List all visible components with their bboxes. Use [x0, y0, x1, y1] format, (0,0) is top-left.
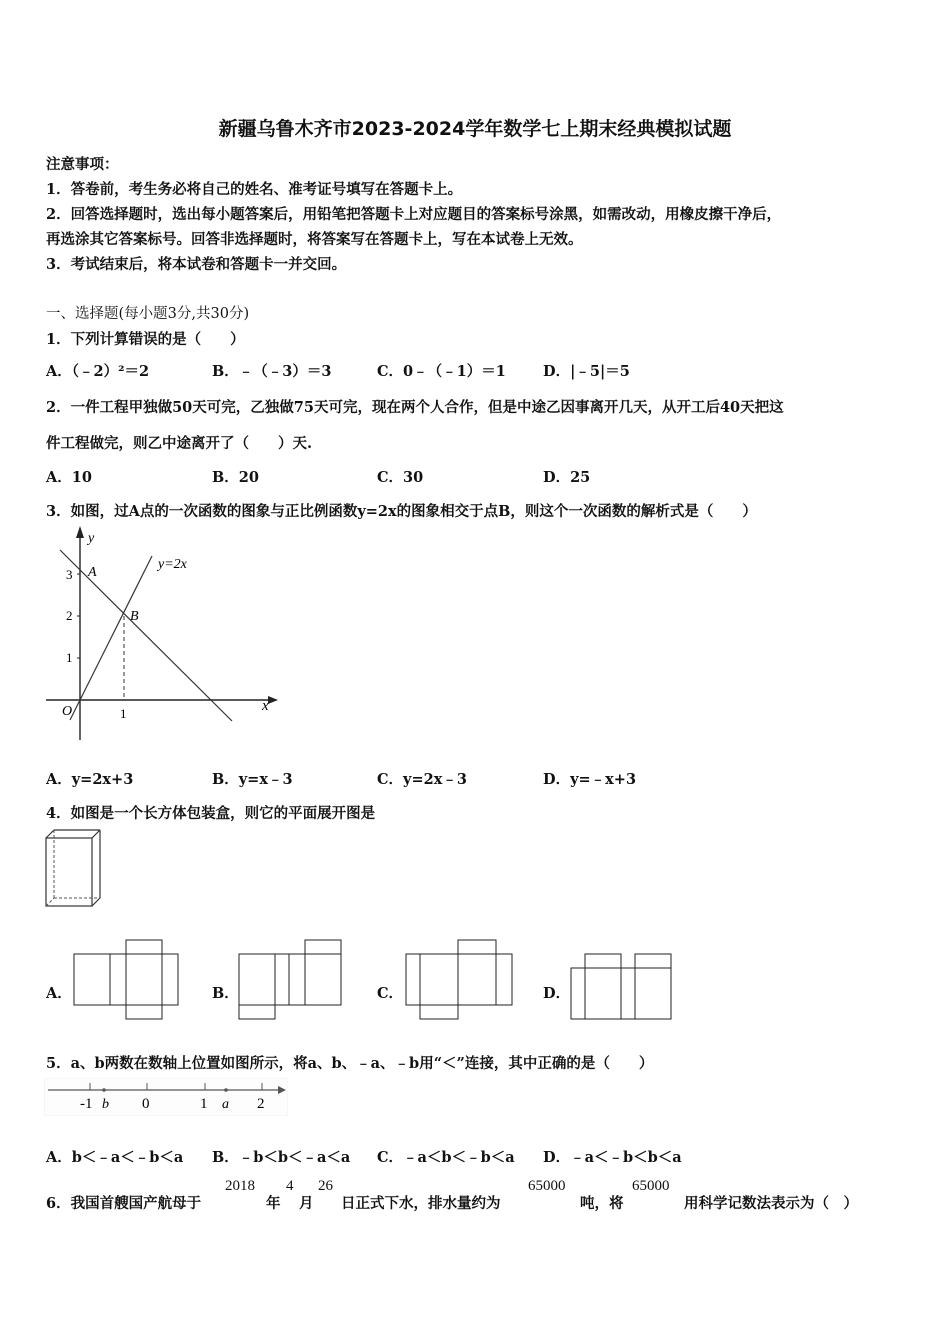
question-6-part6: 用科学记数法表示为（ ）: [684, 1195, 858, 1212]
question-6-part1: 6．我国首艘国产航母于: [46, 1195, 202, 1212]
q5-point-a: [224, 1088, 228, 1092]
notice-item-1: 1．答卷前，考生务必将自己的姓名、准考证号填写在答题卡上。: [46, 181, 463, 198]
question-2-stem: 2．一件工程甲独做50天可完，乙独做75天可完，现在两个人合作，但是中途乙因事离开几天，从开工后40天把这: [46, 399, 784, 416]
question-6-part3: 月: [299, 1195, 314, 1212]
page-title: 新疆乌鲁木齐市2023-2024学年数学七上期末经典模拟试题: [218, 118, 732, 140]
q5-label-0: 0: [142, 1096, 150, 1112]
notice-item-2-cont: 再选涂其它答案标号。回答非选择题时，将答案写在答题卡上，写在本试卷上无效。: [46, 231, 583, 248]
q4-option-b-label: B．: [212, 985, 239, 1002]
q5-point-b: [102, 1088, 106, 1092]
question-4-stem: 4．如图是一个长方体包装盒，则它的平面展开图是: [46, 805, 376, 822]
q1-option-b: B．﹣（﹣3）＝3: [212, 363, 332, 380]
q5-label-neg1: -1: [80, 1096, 93, 1112]
q4-option-a-net: [72, 938, 182, 1022]
q3-y-arrow: [76, 526, 84, 538]
notice-heading: 注意事项：: [46, 156, 119, 173]
q5-option-a: A．b＜﹣a＜﹣b＜a: [46, 1149, 184, 1166]
notice-item-2: 2．回答选择题时，选出每小题答案后，用铅笔把答题卡上对应题目的答案标号涂黑，如需改动，用橡皮擦干净后，: [46, 206, 782, 223]
q3-graph: [40, 520, 280, 745]
question-6-part4: 日正式下水，排水量约为: [341, 1195, 501, 1212]
q3-option-c: C．y=2x﹣3: [377, 771, 467, 788]
question-1-stem: 1．下列计算错误的是（ ）: [46, 331, 245, 348]
q1-option-a: A．（﹣2）²＝2: [46, 363, 150, 380]
q3-option-b: B．y=x﹣3: [212, 771, 293, 788]
question-3-stem: 3．如图，过A点的一次函数的图象与正比例函数y=2x的图象相交于点B，则这个一次函数的解析式是（ ）: [46, 503, 757, 520]
q6-day: 26: [318, 1178, 333, 1194]
q5-label-b: b: [102, 1097, 109, 1112]
q2-option-b: B．20: [212, 469, 259, 486]
question-6-part5: 吨，将: [580, 1195, 624, 1212]
section-heading: 一、选择题(每小题3分,共30分): [46, 306, 250, 322]
q4-option-a-label: A．: [46, 985, 72, 1002]
q3-x-label: x: [262, 698, 269, 714]
q5-option-c: C．﹣a＜b＜﹣b＜a: [377, 1149, 515, 1166]
q4-option-c-net: [404, 938, 516, 1022]
q1-option-d: D．|﹣5|＝5: [543, 363, 630, 380]
q5-label-2: 2: [257, 1096, 265, 1112]
q3-origin: O: [62, 704, 73, 719]
q6-year: 2018: [225, 1178, 255, 1194]
q5-number-line: [44, 1078, 288, 1116]
q3-y-tick-2: 2: [66, 608, 73, 623]
question-5-stem: 5．a、b两数在数轴上位置如图所示，将a、b、﹣a、﹣b用“＜”连接，其中正确的是（ ）: [46, 1055, 654, 1072]
notice-item-3: 3．考试结束后，将本试卷和答题卡一并交回。: [46, 256, 347, 273]
q5-option-b: B．﹣b＜b＜﹣a＜a: [212, 1149, 351, 1166]
q2-option-a: A．10: [46, 469, 92, 486]
q3-point-b: B: [130, 609, 139, 624]
q3-y-tick-3: 3: [66, 567, 73, 582]
q4-option-d-net: [569, 952, 675, 1022]
q4-option-d-label: D．: [543, 985, 571, 1002]
q3-x-tick-1: 1: [120, 706, 127, 721]
q3-y-label: y: [88, 531, 95, 546]
question-2-stem-cont: 件工程做完，则乙中途离开了（ ）天.: [46, 435, 313, 452]
q3-option-d: D．y=﹣x+3: [543, 771, 637, 788]
q2-option-d: D．25: [543, 469, 591, 486]
q6-num2: 65000: [632, 1178, 670, 1194]
q4-box-figure: [44, 828, 102, 910]
q2-option-c: C．30: [377, 469, 424, 486]
q6-month: 4: [286, 1178, 294, 1194]
q3-y-tick-1: 1: [66, 650, 73, 665]
q3-line-label: y=2x: [158, 557, 187, 572]
q3-x-arrow: [268, 696, 278, 704]
q4-option-c-label: C．: [377, 985, 404, 1002]
q1-option-c: C．0﹣（﹣1）＝1: [377, 363, 506, 380]
q3-option-a: A．y=2x+3: [46, 771, 134, 788]
q5-label-1: 1: [200, 1096, 208, 1112]
question-6-part2: 年: [266, 1195, 281, 1212]
q5-option-d: D．﹣a＜﹣b＜b＜a: [543, 1149, 682, 1166]
q6-num1: 65000: [528, 1178, 566, 1194]
q3-line-ab: [60, 550, 232, 721]
q3-point-a: A: [88, 565, 97, 580]
q4-option-b-net: [237, 938, 345, 1022]
q5-label-a: a: [222, 1097, 229, 1112]
